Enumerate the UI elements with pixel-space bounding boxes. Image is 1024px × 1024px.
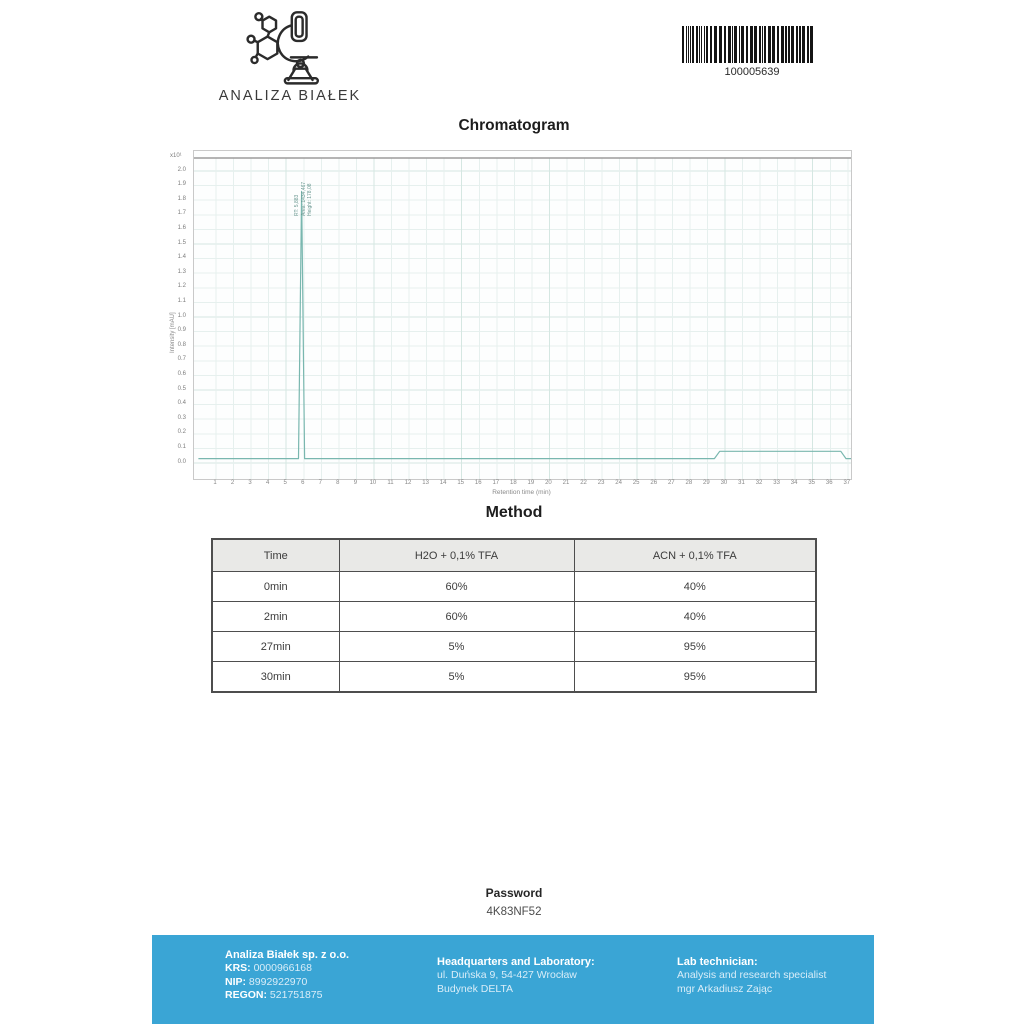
y-tick-label: 1.6	[177, 224, 186, 231]
company-name: Analiza Białek sp. z o.o.	[225, 949, 350, 961]
regon-value: 521751875	[269, 989, 323, 1001]
logo-text: ANALIZA BIAŁEK	[218, 88, 362, 104]
technician-name: mgr Arkadiusz Zając	[677, 982, 773, 995]
y-tick-label: 0.8	[177, 341, 186, 348]
nip-label: NIP:	[225, 975, 246, 988]
x-tick-label: 12	[404, 480, 412, 486]
x-tick-label: 29	[703, 480, 710, 486]
method-title: Method	[485, 504, 543, 521]
barcode-bar	[799, 26, 801, 63]
x-tick-label: 35	[808, 480, 816, 486]
y-tick-label: 0.2	[177, 429, 186, 436]
table-cell: 27min	[212, 632, 339, 662]
x-tick-label: 8	[336, 480, 340, 486]
x-tick-label: 17	[492, 480, 500, 486]
table-cell: 40%	[574, 572, 816, 602]
technician-title: Lab technician:	[677, 956, 758, 968]
footer	[152, 935, 874, 1024]
barcode-bar	[777, 26, 779, 63]
x-tick-label: 2	[230, 480, 235, 486]
barcode	[662, 24, 842, 84]
table-cell: 0min	[212, 572, 339, 602]
barcode-bar	[785, 26, 787, 63]
barcode-bar	[781, 26, 784, 63]
x-tick-label: 31	[738, 480, 745, 486]
y-tick-label: 0.4	[177, 400, 186, 407]
regon-label: REGON:	[225, 989, 267, 1001]
x-tick-label: 5	[283, 480, 287, 486]
table-cell: 2min	[212, 602, 339, 632]
y-tick-label: 0.1	[177, 443, 186, 450]
x-tick-label: 37	[843, 480, 851, 486]
y-tick-label: 0.6	[177, 370, 186, 377]
table-cell: 5%	[339, 662, 574, 693]
y-tick-label: 1.8	[177, 195, 186, 202]
column-header-acn: ACN + 0,1% TFA	[574, 539, 816, 572]
y-tick-label: 1.1	[177, 297, 186, 304]
x-tick-label: 16	[474, 480, 482, 486]
y-tick-label: 1.3	[177, 268, 186, 275]
barcode-bar	[791, 26, 794, 63]
y-tick-label: 1.9	[177, 181, 186, 188]
company-krs	[225, 962, 349, 976]
x-tick-label: 18	[510, 480, 517, 486]
x-tick-label: 25	[632, 480, 640, 486]
method-table	[211, 538, 817, 693]
y-tick-label: 1.7	[177, 210, 186, 217]
y-tick-label: 1.2	[177, 283, 186, 290]
barcode-bar	[810, 26, 813, 63]
table-row	[212, 632, 816, 662]
footer-technician-block	[677, 955, 826, 996]
y-tick-label: 1.5	[177, 239, 186, 246]
table-cell: 60%	[339, 572, 574, 602]
headquarters-address2: Budynek DELTA	[437, 982, 514, 995]
table-header-row	[212, 539, 816, 572]
barcode-bar	[750, 26, 753, 63]
company-regon	[225, 989, 349, 1003]
table-cell: 5%	[339, 632, 574, 662]
x-tick-label: 13	[422, 480, 429, 486]
peak-annotation-line: Height: 178,08	[307, 183, 313, 216]
x-tick-label: 3	[248, 480, 252, 486]
peak-annotation-line: RT: 5,883	[294, 194, 300, 216]
table-cell: 40%	[574, 602, 816, 632]
barcode-bar	[746, 26, 748, 63]
krs-label: KRS:	[225, 962, 251, 974]
y-tick-label: 0.0	[177, 458, 186, 465]
barcode-bar	[764, 26, 766, 63]
chromatogram-title: Chromatogram	[458, 117, 570, 134]
x-tick-label: 9	[353, 480, 358, 486]
y-tick-label: 1.4	[177, 254, 186, 261]
x-tick-label: 4	[265, 480, 270, 486]
x-tick-label: 19	[527, 480, 535, 486]
x-tick-label: 36	[825, 480, 833, 486]
x-tick-label: 30	[720, 480, 728, 486]
barcode-bar	[696, 26, 698, 63]
table-cell: 95%	[574, 662, 816, 693]
barcode-bar	[739, 26, 740, 63]
headquarters-address1: ul. Duńska 9, 54-427 Wrocław	[437, 969, 577, 981]
logo	[218, 6, 362, 106]
x-tick-label: 32	[755, 480, 763, 486]
y-tick-label: 2.0	[177, 166, 186, 173]
y-scale-label: x10¹	[170, 153, 182, 159]
footer-headquarters-block	[437, 955, 595, 996]
barcode-bar	[734, 26, 737, 63]
x-tick-label: 15	[457, 480, 465, 486]
barcode-bar	[701, 26, 702, 63]
x-axis-title: Retention time (min)	[492, 489, 551, 496]
barcode-number: 100005639	[724, 66, 780, 78]
password-label: Password	[485, 886, 543, 900]
y-tick-label: 0.5	[177, 385, 186, 392]
x-tick-label: 7	[318, 480, 322, 486]
headquarters-title: Headquarters and Laboratory:	[437, 956, 595, 968]
footer-company-block	[225, 948, 349, 1003]
chromatogram-plot	[193, 150, 852, 480]
x-tick-label: 24	[615, 480, 622, 486]
barcode-bar	[724, 26, 726, 63]
barcode-bar	[719, 26, 722, 63]
x-tick-label: 28	[685, 480, 693, 486]
barcode-bar	[728, 26, 731, 63]
nip-value: 8992922970	[248, 975, 308, 988]
peak-annotation	[295, 174, 325, 220]
barcode-bar	[802, 26, 805, 63]
barcode-bar	[807, 26, 809, 63]
barcode-bar	[741, 26, 744, 63]
x-tick-label: 10	[369, 480, 377, 486]
molecule-microscope-icon	[237, 8, 331, 86]
x-tick-label: 33	[773, 480, 780, 486]
y-axis-labels	[164, 150, 190, 478]
barcode-bar	[690, 26, 691, 63]
barcode-bar	[699, 26, 700, 63]
barcode-bar	[754, 26, 757, 63]
barcode-bar	[788, 26, 790, 63]
x-tick-label: 21	[562, 480, 570, 486]
x-tick-label: 22	[580, 480, 587, 486]
y-tick-label: 0.9	[177, 327, 186, 334]
x-tick-label: 27	[667, 480, 675, 486]
barcode-bar	[686, 26, 687, 63]
column-header-time: Time	[212, 539, 339, 572]
x-tick-label: 34	[790, 480, 798, 486]
barcode-bar	[796, 26, 798, 63]
krs-value: 0000966168	[253, 962, 312, 974]
barcode-bar	[682, 26, 684, 63]
y-tick-label: 0.7	[177, 356, 186, 363]
barcode-bar	[710, 26, 712, 63]
x-tick-label: 14	[439, 480, 447, 486]
table-row	[212, 602, 816, 632]
barcode-bar	[688, 26, 689, 63]
table-row	[212, 662, 816, 693]
x-tick-label: 20	[545, 480, 552, 486]
x-tick-label: 6	[301, 480, 305, 486]
barcode-bar	[704, 26, 705, 63]
technician-role: Analysis and research specialist	[677, 969, 827, 981]
column-header-h2o: H2O + 0,1% TFA	[339, 539, 574, 572]
x-tick-label: 1	[213, 480, 217, 486]
x-tick-label: 23	[597, 480, 605, 486]
barcode-bar	[762, 26, 763, 63]
peak-annotation-line: Area: 1434,467	[300, 181, 307, 216]
y-axis-title: Intensity [mAU]	[170, 312, 176, 353]
password-value: 4K83NF52	[486, 906, 542, 918]
company-nip	[225, 976, 349, 990]
barcode-bar	[732, 26, 733, 63]
barcode-bar	[768, 26, 771, 63]
table-cell: 60%	[339, 602, 574, 632]
table-cell: 95%	[574, 632, 816, 662]
table-cell: 30min	[212, 662, 339, 693]
y-tick-label: 0.3	[177, 414, 186, 421]
barcode-bar	[759, 26, 761, 63]
table-row	[212, 572, 816, 602]
barcode-bar	[706, 26, 708, 63]
barcode-bar	[714, 26, 717, 63]
x-tick-label: 11	[387, 480, 394, 486]
barcode-bar	[772, 26, 775, 63]
barcode-bar	[692, 26, 694, 63]
barcode-bars	[682, 26, 824, 63]
y-tick-label: 1.0	[177, 312, 186, 319]
x-tick-label: 26	[650, 480, 658, 486]
